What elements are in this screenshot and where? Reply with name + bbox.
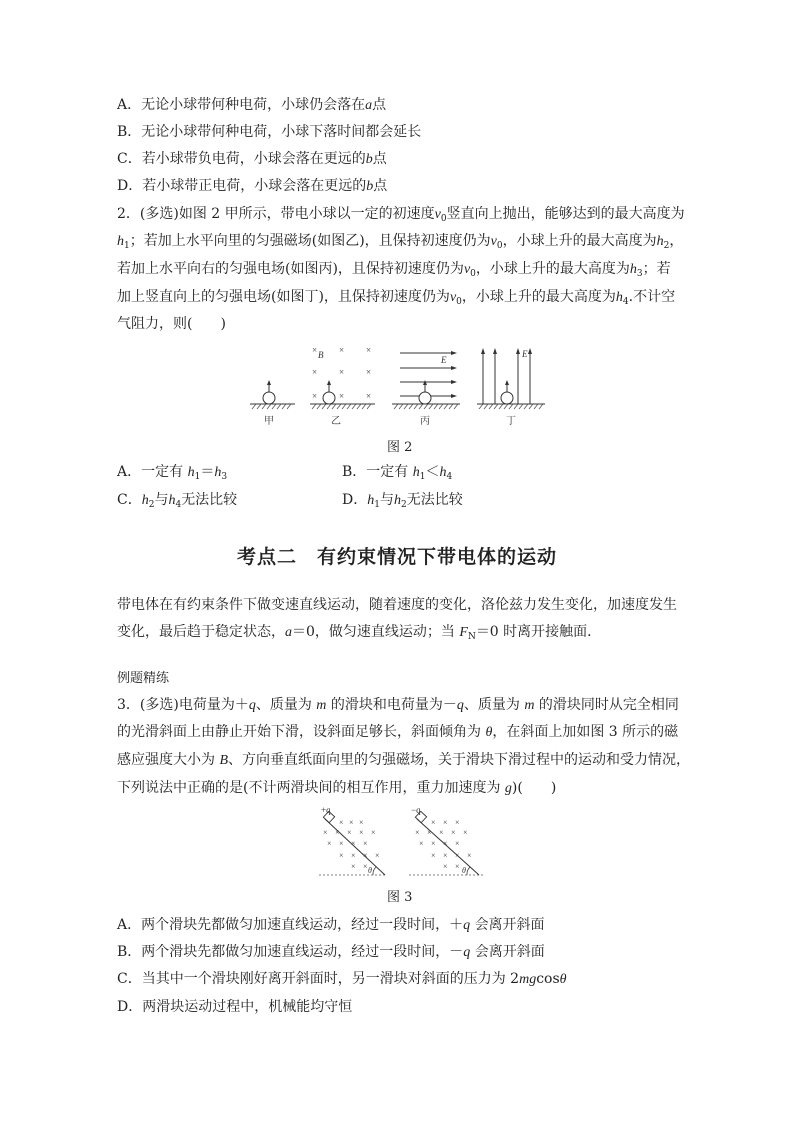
svg-text:×: × bbox=[467, 851, 472, 860]
figure-3-theta-left: θ bbox=[368, 866, 372, 875]
svg-text:×: × bbox=[443, 818, 448, 827]
svg-text:×: × bbox=[443, 851, 448, 860]
svg-text:×: × bbox=[359, 818, 364, 827]
svg-text:×: × bbox=[455, 862, 460, 871]
svg-text:×: × bbox=[375, 851, 380, 860]
figure-3 bbox=[315, 803, 490, 881]
q3-stem-line-4: 下列说法中正确的是(不计两滑块间的相互作用，重力加速度为 g)( ) bbox=[117, 780, 557, 796]
svg-text:×: × bbox=[371, 828, 376, 837]
svg-text:×: × bbox=[363, 862, 368, 871]
figure-2-yi bbox=[310, 345, 375, 409]
q2-option-b: B．一定有 $h_1<h_4$ bbox=[342, 464, 453, 482]
svg-text:×: × bbox=[427, 828, 432, 837]
q3-option-b: B．两个滑块先都做匀加速直线运动，经过一段时间，－q 会离开斜面 bbox=[117, 944, 545, 960]
svg-text:×: × bbox=[351, 851, 356, 860]
q2-stem-line-2: $h_1$；若加上水平向里的匀强磁场(如图乙)，且保持初速度仍为$v_0$，小球上升的最大高度为$h_2$， bbox=[117, 233, 684, 251]
q3-option-d: D．两滑块运动过程中，机械能均守恒 bbox=[117, 999, 353, 1015]
svg-text:×: × bbox=[312, 367, 318, 377]
svg-text:×: × bbox=[339, 391, 345, 401]
figure-3-left-incline bbox=[319, 805, 387, 875]
example-label: 例题精练 bbox=[117, 671, 170, 686]
svg-text:×: × bbox=[339, 839, 344, 848]
svg-text:×: × bbox=[323, 828, 328, 837]
figure-2-bing bbox=[392, 351, 460, 409]
svg-text:×: × bbox=[347, 828, 352, 837]
q3-option-a: A．两个滑块先都做匀加速直线运动，经过一段时间，＋q 会离开斜面 bbox=[117, 917, 545, 933]
q2-option-d: D．$h_1$与$h_2$无法比较 bbox=[342, 492, 463, 510]
svg-text:×: × bbox=[366, 367, 372, 377]
figure-2-label-jia: 甲 bbox=[264, 416, 274, 427]
svg-text:×: × bbox=[327, 839, 332, 848]
svg-text:×: × bbox=[455, 839, 460, 848]
figure-2-b-label: B bbox=[318, 350, 324, 360]
svg-text:×: × bbox=[443, 839, 448, 848]
svg-text:×: × bbox=[455, 818, 460, 827]
figure-2 bbox=[245, 340, 555, 430]
q2-stem-line-4: 加上竖直向上的匀强电场(如图丁)，且保持初速度仍为$v_0$，小球上升的最大高度为$h_4$.不计空 bbox=[117, 289, 676, 307]
svg-text:×: × bbox=[431, 818, 436, 827]
svg-text:×: × bbox=[366, 391, 372, 401]
figure-3-theta-right: θ bbox=[462, 866, 466, 875]
q2-option-c: C．$h_2$与$h_4$无法比较 bbox=[117, 492, 238, 510]
q1-option-a: A．无论小球带何种电荷，小球仍会落在a点 bbox=[117, 97, 387, 113]
svg-text:×: × bbox=[443, 862, 448, 871]
svg-text:×: × bbox=[451, 828, 456, 837]
figure-2-e-label-ding: E bbox=[522, 349, 528, 359]
q3-stem-line-1: 3．(多选)电荷量为＋q、质量为 m 的滑块和电荷量为－q、质量为 m 的滑块同时从完全相同 bbox=[117, 697, 679, 713]
svg-text:×: × bbox=[431, 851, 436, 860]
q2-stem-line-3: 若加上水平向右的匀强电场(如图丙)，且保持初速度仍为$v_0$，小球上升的最大高度为$h_3$；若 bbox=[117, 261, 671, 279]
svg-text:×: × bbox=[351, 862, 356, 871]
svg-text:×: × bbox=[463, 828, 468, 837]
svg-text:×: × bbox=[415, 828, 420, 837]
q2-option-a: A．一定有 $h_1=h_3$ bbox=[117, 464, 228, 482]
q1-option-b: B．无论小球带何种电荷，小球下落时间都会延长 bbox=[117, 124, 422, 140]
figure-3-minus-q-label: −q bbox=[411, 805, 421, 815]
svg-text:×: × bbox=[312, 391, 318, 401]
figure-3-caption: 图 3 bbox=[387, 890, 413, 905]
q3-stem-line-3: 感应强度大小为 B、方向垂直纸面向里的匀强磁场，关于滑块下滑过程中的运动和受力情况， bbox=[117, 752, 691, 768]
svg-text:×: × bbox=[351, 839, 356, 848]
figure-2-jia bbox=[250, 380, 295, 409]
section-paragraph-line-2: 变化，最后趋于稳定状态，a＝0，做匀速直线运动；当 $F_N=0$ 时离开接触面． bbox=[117, 624, 602, 642]
svg-text:×: × bbox=[349, 818, 354, 827]
q2-stem-line-1: 2．(多选)如图 2 甲所示，带电小球以一定的初速度$v_0$竖直向上抛出，能够达到的最大高度为 bbox=[117, 206, 685, 224]
section-heading: 考点二 有约束情况下带电体的运动 bbox=[236, 546, 557, 568]
section-paragraph-line-1: 带电体在有约束条件下做变速直线运动，随着速度的变化，洛伦兹力发生变化，加速度发生 bbox=[117, 597, 677, 613]
svg-text:×: × bbox=[366, 345, 372, 355]
figure-2-label-ding: 丁 bbox=[506, 416, 516, 427]
svg-text:×: × bbox=[419, 839, 424, 848]
svg-text:×: × bbox=[439, 828, 444, 837]
q3-option-c: C．当其中一个滑块刚好离开斜面时，另一滑块对斜面的压力为 2mgcosθ bbox=[117, 971, 567, 987]
svg-text:×: × bbox=[312, 345, 318, 355]
svg-text:×: × bbox=[339, 851, 344, 860]
svg-text:×: × bbox=[359, 828, 364, 837]
svg-text:×: × bbox=[455, 851, 460, 860]
svg-text:×: × bbox=[339, 818, 344, 827]
svg-text:×: × bbox=[363, 851, 368, 860]
figure-2-label-bing: 丙 bbox=[420, 416, 430, 427]
figure-2-ding bbox=[477, 348, 545, 409]
q1-option-d: D．若小球带正电荷，小球会落在更远的b点 bbox=[117, 178, 388, 194]
svg-text:×: × bbox=[431, 839, 436, 848]
svg-text:×: × bbox=[339, 367, 345, 377]
q2-stem-line-5: 气阻力，则( ) bbox=[117, 316, 226, 332]
figure-2-label-yi: 乙 bbox=[331, 416, 341, 427]
svg-text:×: × bbox=[363, 839, 368, 848]
svg-text:×: × bbox=[339, 345, 345, 355]
q3-stem-line-2: 的光滑斜面上由静止开始下滑，设斜面足够长，斜面倾角为 θ，在斜面上加如图 3 所示的磁 bbox=[117, 724, 679, 740]
figure-2-caption: 图 2 bbox=[387, 440, 413, 455]
figure-2-e-label-bing: E bbox=[441, 355, 447, 365]
figure-3-plus-q-label: +q bbox=[321, 805, 331, 815]
q1-option-c: C．若小球带负电荷，小球会落在更远的b点 bbox=[117, 151, 387, 167]
svg-text:×: × bbox=[335, 828, 340, 837]
figure-3-right-incline bbox=[409, 805, 485, 875]
